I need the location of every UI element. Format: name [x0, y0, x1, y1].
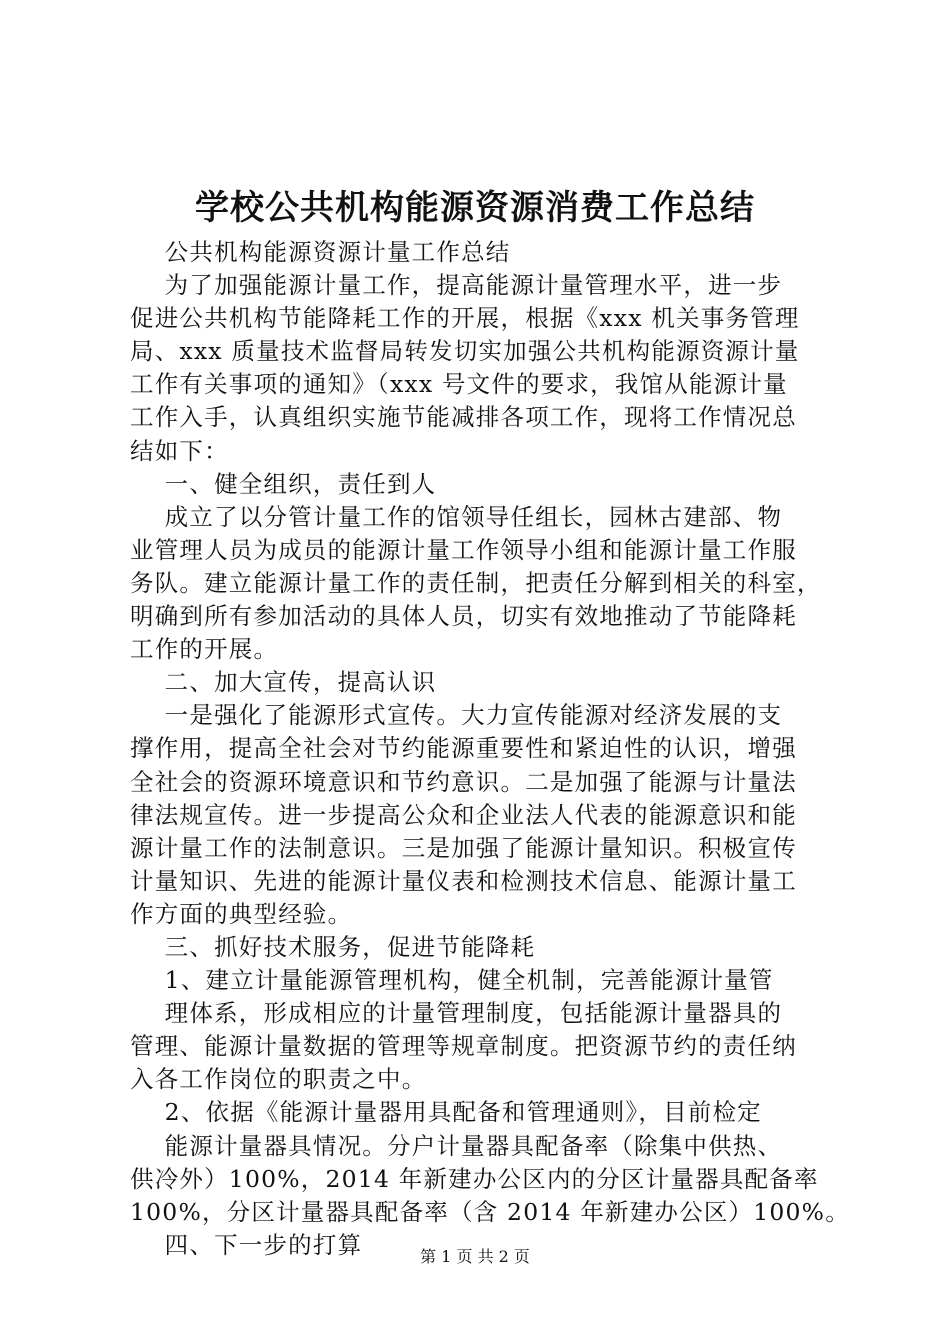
body-line: 工作的开展。 [130, 635, 279, 664]
body-line: 结如下： [130, 436, 229, 465]
body-line: 明确到所有参加活动的具体人员，切实有效地推动了节能降耗 [130, 602, 797, 631]
section-heading: 二、加大宣传，提高认识 [130, 668, 437, 697]
body-line: 为了加强能源计量工作，提高能源计量管理水平，进一步 [130, 271, 783, 300]
body-line: 供冷外）100%，2014 年新建办公区内的分区计量器具配备率 [130, 1164, 819, 1193]
body-line: 促进公共机构节能降耗工作的开展，根据《xxx 机关事务管理 [130, 304, 800, 333]
body-line: 公共机构能源资源计量工作总结 [130, 238, 511, 266]
body-line: 律法规宣传。进一步提高公众和企业法人代表的能源意识和能 [130, 800, 797, 829]
document-title: 学校公共机构能源资源消费工作总结 [195, 188, 755, 228]
body-line: 工作有关事项的通知》（xxx 号文件的要求，我馆从能源计量 [130, 370, 788, 399]
body-line: 撑作用，提高全社会对节约能源重要性和紧迫性的认识，增强 [130, 734, 797, 763]
body-line: 管理、能源计量数据的管理等规章制度。把资源节约的责任纳 [130, 1032, 797, 1061]
body-line: 局、xxx 质量技术监督局转发切实加强公共机构能源资源计量 [130, 337, 800, 366]
section-heading: 四、下一步的打算 [130, 1230, 363, 1259]
section-heading: 一、健全组织，责任到人 [130, 469, 437, 498]
body-line: 成立了以分管计量工作的馆领导任组长，园林古建部、物 [130, 502, 783, 531]
body-line: 计量知识、先进的能源计量仪表和检测技术信息、能源计量工 [130, 866, 797, 895]
body-line: 作方面的典型经验。 [130, 899, 353, 928]
body-line: 一是强化了能源形式宣传。大力宣传能源对经济发展的支 [130, 701, 783, 730]
body-line: 入各工作岗位的职责之中。 [130, 1065, 427, 1094]
document-body [130, 236, 850, 1262]
body-line: 源计量工作的法制意识。三是加强了能源计量知识。积极宣传 [130, 833, 797, 862]
body-line: 工作入手，认真组织实施节能减排各项工作，现将工作情况总 [130, 403, 797, 432]
body-line: 100%，分区计量器具配备率（含 2014 年新建办公区）100%。 [130, 1197, 850, 1226]
body-line: 全社会的资源环境意识和节约意识。二是加强了能源与计量法 [130, 767, 797, 796]
body-line: 1、建立计量能源管理机构，健全机制，完善能源计量管 [130, 966, 774, 995]
body-line: 能源计量器具情况。分户计量器具配备率（除集中供热、 [130, 1131, 783, 1160]
body-line: 务队。建立能源计量工作的责任制，把责任分解到相关的科室， [130, 568, 822, 597]
body-line: 业管理人员为成员的能源计量工作领导小组和能源计量工作服 [130, 535, 797, 564]
body-line: 理体系，形成相应的计量管理制度，包括能源计量器具的 [130, 999, 783, 1028]
body-line: 2、依据《能源计量器用具配备和管理通则》，目前检定 [130, 1098, 762, 1127]
page-footer: 第 1 页 共 2 页 [420, 1247, 530, 1266]
section-heading: 三、抓好技术服务，促进节能降耗 [130, 932, 536, 961]
